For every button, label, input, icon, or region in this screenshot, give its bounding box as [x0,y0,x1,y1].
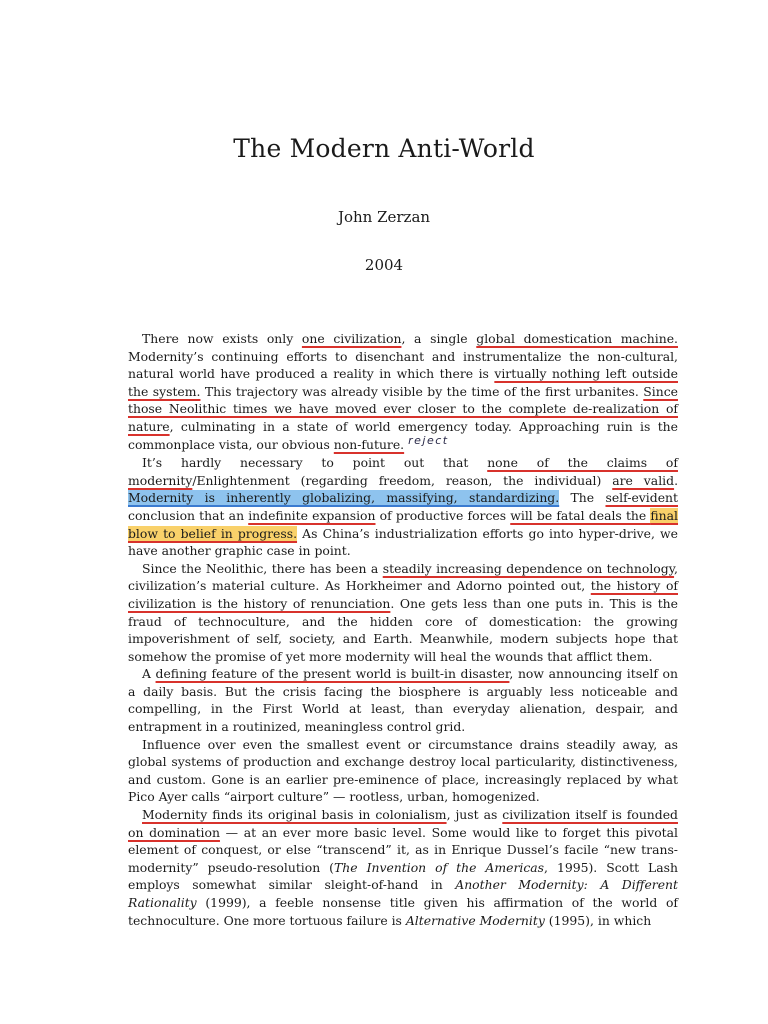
text-run: It’s hardly necessary to point out that [142,455,488,471]
underlined-phrase: Since those Neolithic times we have moved ever closer to the complete de-realization of nature [128,383,678,434]
text-run: (1999), a feeble nonsense title given his affirmation of the world of technoculture. One more tortuous failure is [128,895,678,928]
text-run: , culminating in a state of world emergency today. Approaching ruin is the commonplace vista, our obvious [128,418,678,452]
underlined-phrase: none of the claims of modernity [128,455,678,488]
text-run: . [674,472,679,488]
text-run: . One gets less than one puts in. This is the fraud of technoculture, and the hidden core of domestication: the growing impoverishment of self, society, and Earth. Meanwhile, modern subjects hope that somehow the promise of yet more modernity will heal the wounds that afflict them. [128,595,678,664]
paragraph [128,665,678,735]
text-run: , 1995). Scott Lash employs somewhat similar sleight-of-hand in [128,859,679,893]
document-title: The Modern Anti-World [233,134,535,163]
underlined-phrase: Modernity finds its original basis in colonialism [142,807,447,823]
text-run: (1995), in which [544,912,652,928]
underlined-phrase: the history of civilization is the history of renunciation [128,578,678,611]
text-run: Modernity’s continuing efforts to disenchant and instrumentalize the non-cultural, natural world have produced a reality in which there is [128,348,678,382]
underlined-phrase: global domestication machine. [476,331,678,346]
document-year: 2004 [364,256,404,274]
underlined-phrase: steadily increasing dependence on technology [382,560,675,576]
handwritten-annotation: reject [408,433,449,447]
text-run: , a single [401,331,477,346]
text-run: Influence over even the smallest event or circumstance drains steadily away, as global systems of production and exchange destroy local particularity, distinctiveness, and custom. Gone is an earlier pre-eminence of place, increasingly replaced by what Pico Ayer calls “airport culture” — rootless, urban, homogenized. [128,736,678,805]
paragraph [128,560,678,666]
yellow-highlight: final blow to belief in progress. [128,507,679,541]
text-run: , civilization’s material culture. As Horkheimer and Adorno pointed out, [128,560,678,594]
underlined-phrase: one civilization [301,331,402,346]
paragraph [128,736,678,806]
underlined-phrase: non-future. [333,436,405,452]
underlined-phrase: will be fatal deals the [510,507,651,523]
document-author: John Zerzan [337,208,431,226]
underlined-phrase: virtually nothing left outside the system. [128,366,678,399]
blue-highlight: Modernity is inherently globalizing, massifying, standardizing. [128,490,560,506]
document-body [128,330,678,929]
italic-title: Alternative Modernity [405,912,545,928]
underlined-phrase: civilization itself is founded on domination [128,807,678,840]
text-run: The [559,490,606,506]
text-run: This trajectory was already visible by the time of the first urbanites. [200,383,644,399]
text-run: , now announcing itself on a daily basis. But the crisis facing the biosphere is arguably less noticeable and compelling, in the First World at least, than everyday alienation, despair, and entrapment in a routinized, meaningless control grid. [128,666,678,735]
text-run: There now exists only [142,331,302,346]
italic-title: The Invention of the Americas [334,859,545,875]
underlined-phrase: are valid [612,472,675,488]
italic-title: Another Modernity: A Different Rationality [128,877,679,910]
underlined-phrase: self-evident [605,490,678,506]
text-run: Since the Neolithic, there has been a [142,560,383,576]
text-run: /Enlightenment (regarding freedom, reason, the individual) [192,472,613,488]
underlined-phrase: indefinite expansion [248,507,376,523]
text-run: conclusion that an [128,507,249,523]
text-run: — at an ever more basic level. Some would like to forget this pivotal element of conquest, or else “transcend” it, as in Enrique Dussel’s facile “new trans-modernity” pseudo-resolution ( [128,824,679,875]
text-run: As China’s industrialization efforts go into hyper-drive, we have another graphic case in point. [128,525,678,559]
text-run: , just as [446,807,503,823]
text-run: of productive forces [375,507,511,523]
text-run: A [142,666,156,682]
paragraph [128,806,678,929]
paragraph [128,330,678,454]
underlined-phrase: defining feature of the present world is built-in disaster [155,666,510,682]
paragraph [128,454,678,560]
